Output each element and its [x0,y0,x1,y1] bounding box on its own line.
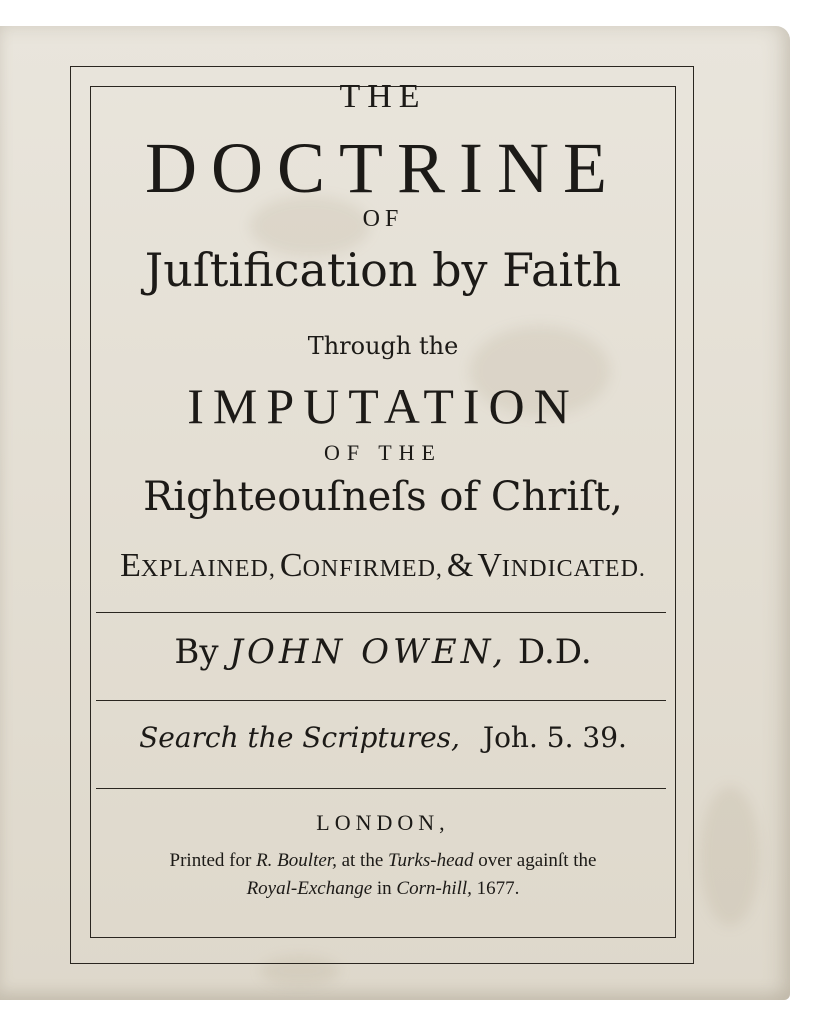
imprint-city: LONDON, [316,810,450,835]
motto-line [90,718,676,758]
author-degree: D.D. [517,632,592,672]
subtitle-c-initial: C [279,547,303,584]
subtitle-vindicated: INDICATED. [501,556,646,582]
divider-rule [96,700,666,701]
paper-stain [700,786,760,926]
divider-rule [96,612,666,613]
subtitle-e-initial: E [120,547,141,584]
title-justification: Juſtification by Faith [144,243,622,297]
subtitle-ampersand: & [446,547,474,584]
author-name: JOHN OWEN, [229,632,508,672]
imprint-line-1 [90,850,676,872]
imprint-street: Corn-hill, [396,878,472,899]
divider-rule [96,788,666,789]
subtitle-v-initial: V [477,547,502,584]
motto-reference: Joh. 5. 39. [482,721,627,754]
imprint-in: in [376,878,392,899]
subtitle-line [90,546,676,592]
title-the: THE [339,78,427,115]
title-righteousness: Righteouſneſs of Chriſt, [143,474,623,520]
subtitle-explained: XPLAINED, [140,556,276,582]
imprint-line-2 [90,878,676,900]
imprint-sign: Turks-head [388,850,474,871]
imprint-printer: R. Boulter, [256,850,337,871]
title-through-the: Through the [307,332,459,360]
title-imputation: IMPUTATION [187,378,579,434]
author-line [90,630,676,674]
imprint-printed-for: Printed for [169,850,252,871]
subtitle-confirmed: ONFIRMED, [302,556,443,582]
title-doctrine: DOCTRINE [145,128,621,208]
title-page-sheet [0,26,790,1000]
imprint-at-the: at the [341,850,384,871]
author-by: By [174,632,219,672]
imprint-over-against: over againſt the [478,850,597,871]
title-of-the: OF THE [324,440,442,465]
imprint-year: 1677. [476,878,520,899]
motto-text: Search the Scriptures, [139,721,460,754]
title-of: OF [362,206,404,232]
imprint-place: Royal-Exchange [246,878,373,899]
